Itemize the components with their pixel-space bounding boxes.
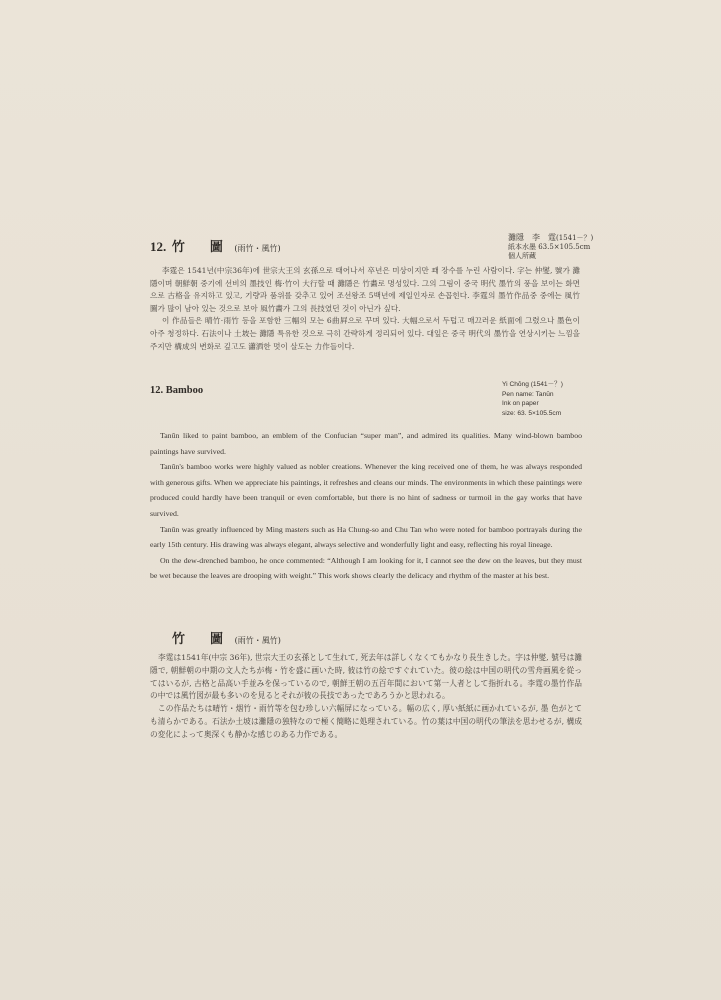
korean-heading-title: 竹 圖 — [171, 240, 229, 255]
korean-artist: 灘隱 李 霆 — [508, 233, 556, 242]
english-paragraph-3: Tanŭn was greatly influenced by Ming masters such as Ha Chung-so and Chu Tan who were noted for bamboo portrayals during the early 15th century. His drawing was always elegant, always selective and wonderfully light and easy, reflecting his royal lineage. — [150, 524, 582, 550]
japanese-heading-subtitle: (雨竹・風竹) — [234, 636, 281, 645]
english-pen-name: Pen name: Tanŭn — [502, 390, 554, 398]
korean-heading-number: 12. — [150, 239, 167, 254]
english-artist: Yi Chŏng (1541－？) — [502, 381, 563, 388]
english-paragraph-4: On the dew-drenched bamboo, he once commented: “Although I am looking for it, I cannot see the dew on the leaves, but they must be wet because the leaves are drooping with weight.” This work shows clearly the delicacy and rhythm of the master at his best. — [150, 555, 582, 581]
english-heading-number: 12. — [150, 385, 164, 396]
korean-heading-subtitle: (雨竹・風竹) — [234, 244, 281, 253]
korean-dates: (1541－？) — [556, 234, 594, 242]
korean-paragraph-1: 李霆은 1541년(中宗36年)에 世宗大王의 玄孫으로 태어나서 卒년은 미상이지만 꽤 장수를 누린 사람이다. 字는 仲燮, 號가 灘隱이며 朝鮮朝 중기에 선비의 墨技인 梅·竹이 大行할 때 灘隱은 竹畵로 명성있다. 그의 그림이 중국 明代 墨竹의 풍을 보이는 화면으로 古格을 유지하고 있고, 기량과 품위를 갖추고 있어 조선왕조 5백년에 제일인자로 손꼽힌다. 李霆의 墨竹作品중 중에는 風竹圖가 많이 남아 있는 것으로 보아 風竹畵가 그의 長技였던 것이 아닌가 싶다. — [150, 266, 580, 313]
english-heading — [150, 385, 203, 396]
japanese-heading-title: 竹 圖 — [172, 632, 230, 647]
japanese-paragraph-2: この作品たちは晴竹・烟竹・雨竹等を包む珍しい六幅屏になっている。幅の広く, 厚い紙紙に画かれているが, 墨 色がとても清らかである。石法か土坡は灘隱の独特なので極く簡略に処理されている。竹の葉は中国の明代の筆法を思わせるが, 構成の変化によって奥深くも静かな感じのある力作である。 — [150, 704, 582, 739]
japanese-paragraph-1: 李霆は1541年(中宗 36年), 世宗大王の玄孫として生れて, 死去年は詳しくなくてもかなり長生きした。字は仲燮, 號号は灘隱で, 朝鮮朝の中期の文人たちが梅・竹を盛に画いた時, 彼は竹の絵ですぐれていた。彼の絵は中国の明代の雪舟画風を從ってはいるが, 古格と品高い手並みを保っているので, 朝鮮王朝の五百年間において第一人者として指折れる。李霆の墨竹作品の中では風竹図が最も多いのを見るとそれが彼の長技であったであろうかと思われる。 — [150, 653, 582, 701]
korean-paragraph-2: 이 作品들은 晴竹·雨竹 등을 포함한 三幅의 모는 6曲屛으로 꾸며 있다. 大幅으로서 두텁고 매끄러운 紙面에 그렸으나 墨色이 아주 청정하다. 石法이나 土坡는 灘隱 특유한 것으로 극히 간략하게 정리되어 있다. 대잎은 중국 明代의 墨竹을 연상시키는 느낌을 주지만 構成의 변화로 깊고도 瀟洒한 멋이 살도는 力作들이다. — [150, 316, 580, 351]
japanese-heading — [172, 628, 281, 647]
english-meta — [502, 380, 612, 418]
korean-heading — [150, 236, 281, 255]
japanese-body — [150, 652, 582, 742]
english-medium: Ink on paper — [502, 400, 539, 408]
english-paragraph-1: Tanŭn liked to paint bamboo, an emblem of the Confucian “super man”, and admired its qualities. Many wind-blown bamboo paintings have survived. — [150, 431, 582, 456]
korean-owner: 個人所藏 — [508, 252, 536, 260]
korean-meta — [508, 233, 628, 261]
english-paragraph-2: Tanŭn's bamboo works were highly valued as nobler creations. Whenever the king received one of them, he was always responded with generous gifts. When we appreciate his paintings, it refreshes and cleans our minds. The environments in which these paintings were produced could hardly have been tranquil or even comfortable, but there is no hint of sadness or turmoil in the gay works that have survived. — [150, 462, 582, 518]
korean-medium: 紙本水墨 63.5×105.5cm — [508, 243, 591, 251]
english-heading-title: Bamboo — [165, 385, 204, 396]
english-body — [150, 428, 582, 584]
english-size: size: 63. 5×105.5cm — [502, 409, 562, 417]
korean-body — [150, 265, 580, 353]
